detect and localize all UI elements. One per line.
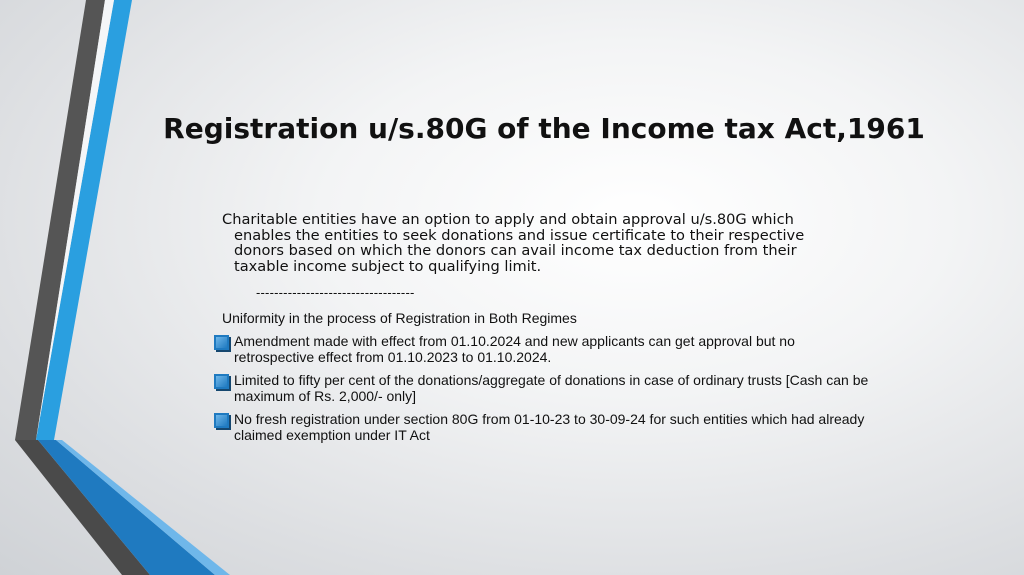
- bullet-item: [212, 412, 872, 443]
- slide-title: Registration u/s.80G of the Income tax Act,1961: [163, 112, 925, 145]
- bullet-item: [212, 373, 872, 404]
- intro-paragraph: Charitable entities have an option to apply and obtain approval u/s.80G which enables the entities to seek donations and issue certificate to their respective donors based on which the donors can avail income tax deduction from their taxable income subject to qualifying limit.: [222, 211, 805, 275]
- bullet-text: Limited to fifty per cent of the donations/aggregate of donations in case of ordinary trusts [Cash can be maximum of Rs. 2,000/- only]: [234, 372, 869, 404]
- square-bullet-icon: [214, 374, 229, 389]
- bullet-list: [212, 334, 872, 452]
- subheading: Uniformity in the process of Registration in Both Regimes: [222, 310, 577, 326]
- bullet-text: Amendment made with effect from 01.10.2024 and new applicants can get approval but no retrospective effect from 01.10.2023 to 01.10.2024.: [234, 333, 795, 365]
- bullet-text: No fresh registration under section 80G from 01-10-23 to 30-09-24 for such entities which had already claimed exemption under IT Act: [234, 411, 865, 443]
- square-bullet-icon: [214, 413, 229, 428]
- separator-line: -----------------------------------: [256, 285, 415, 300]
- square-bullet-icon: [214, 335, 229, 350]
- bullet-item: [212, 334, 872, 365]
